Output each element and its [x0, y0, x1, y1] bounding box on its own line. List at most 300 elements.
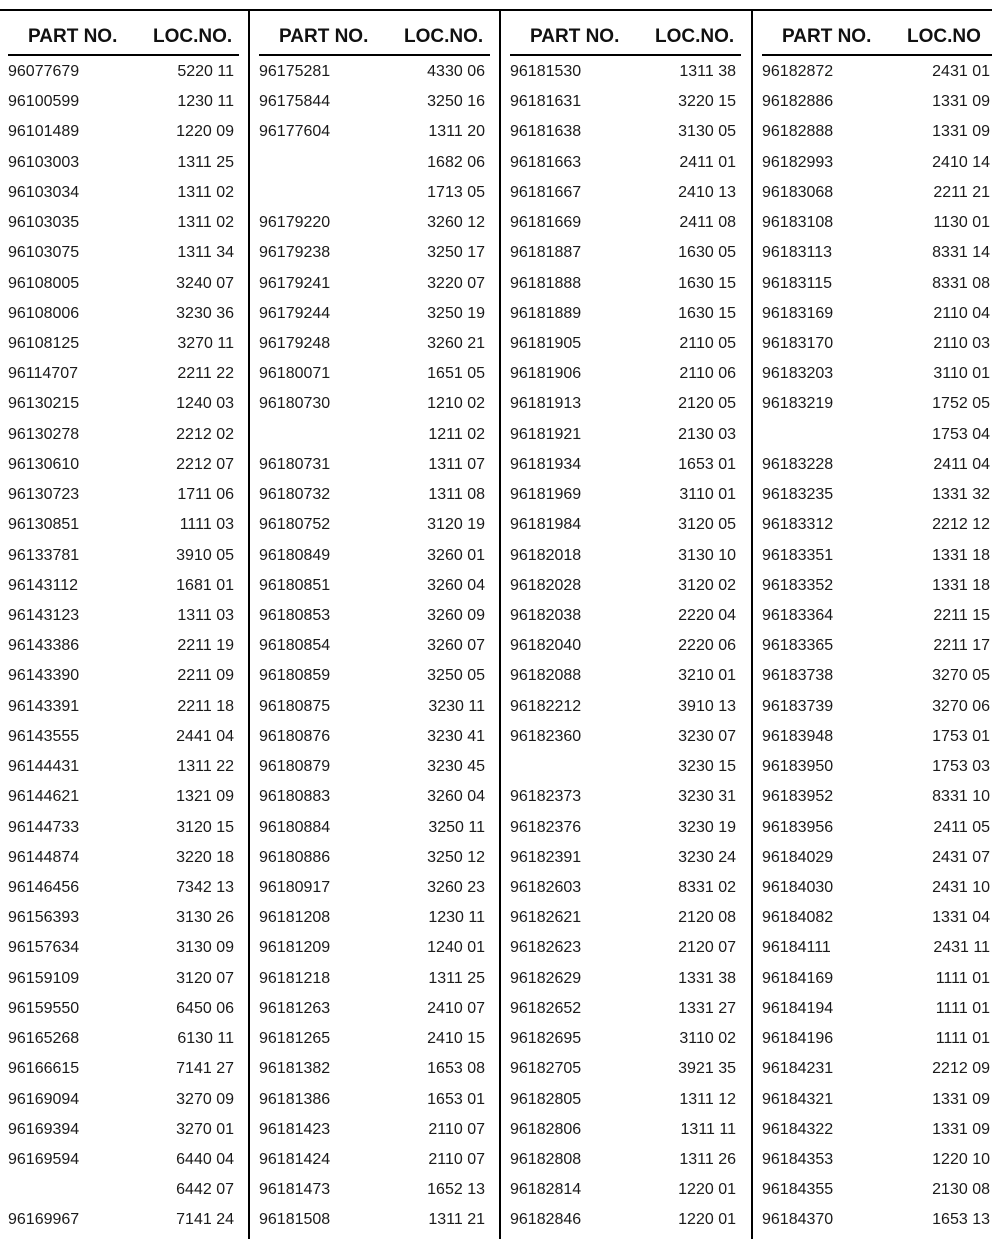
location-number-cell: 1331 38 — [678, 969, 736, 987]
part-number-cell: 96108125 — [8, 335, 80, 352]
part-number-cell: 96130851 — [8, 516, 80, 534]
part-number-cell: 96181906 — [510, 365, 582, 383]
part-number-cell: 96182806 — [510, 1120, 582, 1138]
location-number-cell: 2411 08 — [679, 214, 736, 232]
location-number-cell: 2120 05 — [678, 395, 736, 413]
location-number-cell: 1311 26 — [679, 1150, 736, 1168]
part-number-cell: 96180752 — [259, 516, 331, 534]
location-number-cell: 1311 20 — [428, 123, 485, 141]
part-number-cell: 96184169 — [762, 969, 834, 987]
location-number-cell: 2110 04 — [933, 304, 990, 322]
part-number-cell: 96182805 — [510, 1090, 582, 1108]
location-number-cell: 3230 11 — [428, 697, 485, 715]
location-number-cell: 3260 23 — [427, 878, 485, 896]
part-number-cell: 96181208 — [259, 909, 331, 927]
part-number-cell: 96182088 — [510, 667, 582, 685]
part-number-cell: 96143555 — [8, 727, 80, 745]
part-number-cell: 96182391 — [510, 848, 582, 866]
location-number-cell: 3250 16 — [427, 93, 485, 111]
part-number-cell: 96180879 — [259, 758, 331, 776]
location-number-cell: 1331 18 — [932, 546, 990, 564]
location-number-cell: 2220 06 — [678, 637, 736, 655]
part-number-cell: 96130610 — [8, 455, 80, 473]
location-number-cell: 8331 02 — [678, 878, 736, 896]
part-number-cell: 96103035 — [8, 214, 80, 232]
location-number-cell: 1682 06 — [427, 153, 485, 171]
part-number-cell: 96181921 — [510, 425, 582, 443]
location-number-cell: 3260 01 — [427, 546, 485, 564]
location-number-cell: 3110 01 — [933, 365, 990, 383]
part-number-cell: 96181934 — [510, 455, 582, 473]
location-number-cell: 3270 06 — [932, 697, 990, 715]
location-number-cell: 3230 24 — [678, 848, 736, 866]
part-number-cell: 96180859 — [259, 667, 331, 685]
part-number-cell: 96180732 — [259, 486, 331, 504]
part-number-cell: 96103003 — [8, 153, 80, 171]
location-number-cell: 2110 06 — [679, 365, 736, 383]
loc-no-header: LOC.NO — [907, 26, 981, 47]
location-number-cell: 2212 07 — [176, 455, 234, 473]
part-number-cell: 96180849 — [259, 546, 331, 564]
part-number-cell: 96175844 — [259, 93, 331, 111]
location-number-cell: 1210 02 — [427, 395, 485, 413]
location-number-cell: 1311 34 — [177, 244, 234, 262]
part-number-cell: 96181382 — [259, 1060, 331, 1078]
location-number-cell: 2411 05 — [933, 818, 990, 836]
part-number-cell: 96133781 — [8, 546, 80, 564]
location-number-cell: 3250 12 — [427, 848, 485, 866]
location-number-cell: 3120 15 — [176, 818, 234, 836]
location-number-cell: 2211 22 — [177, 365, 234, 383]
part-number-cell: 96182993 — [762, 153, 834, 171]
part-number-cell: 96184029 — [762, 848, 834, 866]
location-number-cell: 3250 17 — [427, 244, 485, 262]
part-number-cell: 96180875 — [259, 697, 331, 715]
part-number-cell: 96181969 — [510, 486, 582, 504]
location-number-cell: 3130 10 — [678, 546, 736, 564]
location-number-cell: 1111 01 — [935, 969, 990, 987]
location-number-cell: 3240 07 — [176, 274, 234, 292]
part-number-cell: 96146456 — [8, 878, 80, 896]
part-number-cell: 96183115 — [762, 274, 832, 292]
part-number-cell: 96183235 — [762, 486, 834, 504]
part-number-cell: 96183956 — [762, 818, 834, 836]
location-number-cell: 3250 19 — [427, 304, 485, 322]
part-number-cell: 96182814 — [510, 1181, 582, 1199]
location-number-cell: 3260 21 — [427, 335, 485, 352]
part-no-header: PART NO. — [28, 26, 118, 47]
location-number-cell: 2431 01 — [932, 63, 990, 80]
location-number-cell: 3270 01 — [176, 1120, 234, 1138]
part-number-cell: 96183219 — [762, 395, 834, 413]
location-number-cell: 3220 18 — [176, 848, 234, 866]
part-number-cell: 96183068 — [762, 183, 834, 201]
part-number-cell: 96103034 — [8, 183, 80, 201]
part-number-cell: 96181209 — [259, 939, 331, 957]
loc-no-header: LOC.NO. — [404, 26, 484, 47]
location-number-cell: 3230 45 — [427, 758, 485, 776]
location-number-cell: 3110 01 — [679, 486, 736, 504]
part-number-cell: 96183312 — [762, 516, 834, 534]
part-number-cell: 96156393 — [8, 909, 80, 927]
location-number-cell: 6442 07 — [176, 1181, 234, 1199]
part-number-cell: 96180876 — [259, 727, 331, 745]
location-number-cell: 2211 09 — [177, 667, 234, 685]
location-number-cell: 2211 18 — [177, 697, 234, 715]
part-number-cell: 96181887 — [510, 244, 582, 262]
location-number-cell: 3270 09 — [176, 1090, 234, 1108]
location-number-cell: 1331 09 — [932, 123, 990, 141]
location-number-cell: 6130 11 — [177, 1030, 234, 1047]
part-number-cell: 96184321 — [762, 1090, 834, 1108]
part-number-cell: 96182888 — [762, 123, 834, 141]
location-number-cell: 3270 05 — [932, 667, 990, 685]
location-number-cell: 7141 27 — [176, 1060, 234, 1078]
part-number-cell: 96181889 — [510, 304, 582, 322]
part-number-cell: 96182040 — [510, 637, 582, 655]
part-number-cell: 96181424 — [259, 1150, 331, 1168]
part-number-cell: 96180884 — [259, 818, 331, 836]
location-number-cell: 1311 08 — [428, 486, 485, 504]
location-number-cell: 2212 09 — [932, 1060, 990, 1078]
part-number-cell: 96181218 — [259, 969, 331, 987]
header-underline — [510, 54, 741, 56]
location-number-cell: 3230 19 — [678, 818, 736, 836]
part-number-cell: 96180917 — [259, 878, 331, 896]
part-number-cell: 96183364 — [762, 607, 834, 624]
part-no-header: PART NO. — [530, 26, 620, 47]
part-number-cell: 96184194 — [762, 999, 834, 1017]
location-number-cell: 1630 15 — [678, 274, 736, 292]
location-number-cell: 2431 10 — [932, 878, 990, 896]
part-number-cell: 96182808 — [510, 1150, 582, 1168]
location-number-cell: 1311 11 — [680, 1120, 736, 1138]
part-number-cell: 96182373 — [510, 788, 582, 806]
part-number-cell: 96183365 — [762, 637, 834, 655]
part-number-cell: 96179244 — [259, 304, 331, 322]
location-number-cell: 3260 04 — [427, 576, 485, 594]
location-number-cell: 1753 01 — [932, 727, 990, 745]
location-number-cell: 3210 01 — [678, 667, 736, 685]
location-number-cell: 2411 01 — [679, 153, 736, 171]
part-number-cell: 96182886 — [762, 93, 834, 111]
location-number-cell: 1311 25 — [428, 969, 485, 987]
location-number-cell: 2130 03 — [678, 425, 736, 443]
part-number-cell: 96181663 — [510, 153, 582, 171]
location-number-cell: 1652 13 — [427, 1181, 485, 1199]
part-number-cell: 96181905 — [510, 335, 582, 352]
location-number-cell: 1220 09 — [176, 123, 234, 141]
location-number-cell: 1331 27 — [678, 999, 736, 1017]
location-number-cell: 3120 07 — [176, 969, 234, 987]
column-separator — [499, 9, 501, 1239]
location-number-cell: 8331 14 — [932, 244, 990, 262]
location-number-cell: 3230 15 — [678, 758, 736, 776]
location-number-cell: 3910 05 — [176, 546, 234, 564]
location-number-cell: 1651 05 — [427, 365, 485, 383]
location-number-cell: 1331 09 — [932, 1090, 990, 1108]
part-number-cell: 96181631 — [510, 93, 582, 111]
part-number-cell: 96143112 — [8, 576, 78, 594]
location-number-cell: 1211 02 — [428, 425, 485, 443]
location-number-cell: 2411 04 — [933, 455, 990, 473]
part-number-cell: 96179248 — [259, 335, 331, 352]
location-number-cell: 6450 06 — [176, 999, 234, 1017]
location-number-cell: 1630 05 — [678, 244, 736, 262]
location-number-cell: 1311 22 — [177, 758, 234, 776]
location-number-cell: 3120 19 — [427, 516, 485, 534]
location-number-cell: 1220 10 — [932, 1150, 990, 1168]
part-number-cell: 96181913 — [510, 395, 582, 413]
header-underline — [259, 54, 490, 56]
part-number-cell: 96181984 — [510, 516, 582, 534]
part-number-cell: 96181386 — [259, 1090, 331, 1108]
part-number-cell: 96183352 — [762, 576, 834, 594]
location-number-cell: 1331 04 — [932, 909, 990, 927]
part-number-cell: 96144621 — [8, 788, 80, 806]
part-number-cell: 96182028 — [510, 576, 582, 594]
part-number-cell: 96183108 — [762, 214, 834, 232]
part-number-cell: 96181888 — [510, 274, 582, 292]
location-number-cell: 2110 03 — [933, 335, 990, 352]
part-number-cell: 96182603 — [510, 878, 582, 896]
location-number-cell: 3130 09 — [176, 939, 234, 957]
location-number-cell: 1220 01 — [678, 1211, 736, 1229]
location-number-cell: 3270 11 — [177, 335, 234, 352]
part-no-header: PART NO. — [279, 26, 369, 47]
part-number-cell: 96184111 — [762, 939, 831, 957]
top-rule — [0, 9, 992, 11]
location-number-cell: 2120 07 — [678, 939, 736, 957]
location-number-cell: 2212 02 — [176, 425, 234, 443]
location-number-cell: 2120 08 — [678, 909, 736, 927]
location-number-cell: 3250 11 — [428, 818, 485, 836]
location-number-cell: 1111 01 — [935, 1030, 990, 1047]
part-number-cell: 96182212 — [510, 697, 582, 715]
part-number-cell: 96184231 — [762, 1060, 834, 1078]
part-number-cell: 96144431 — [8, 758, 80, 776]
part-number-cell: 96184370 — [762, 1211, 834, 1229]
location-number-cell: 3230 07 — [678, 727, 736, 745]
location-number-cell: 1711 06 — [177, 486, 234, 504]
part-number-cell: 96183948 — [762, 727, 834, 745]
part-number-cell: 96100599 — [8, 93, 80, 111]
part-number-cell: 96130278 — [8, 425, 80, 443]
location-number-cell: 1331 09 — [932, 93, 990, 111]
part-number-cell: 96177604 — [259, 123, 331, 141]
location-number-cell: 8331 08 — [932, 274, 990, 292]
location-number-cell: 1630 15 — [678, 304, 736, 322]
location-number-cell: 5220 11 — [177, 63, 234, 80]
part-number-cell: 96181423 — [259, 1120, 331, 1138]
part-number-cell: 96182623 — [510, 939, 582, 957]
part-number-cell: 96181263 — [259, 999, 331, 1017]
part-number-cell: 96184353 — [762, 1150, 834, 1168]
location-number-cell: 1230 11 — [428, 909, 485, 927]
part-number-cell: 96182621 — [510, 909, 582, 927]
location-number-cell: 1653 08 — [427, 1060, 485, 1078]
location-number-cell: 1753 04 — [932, 425, 990, 443]
part-number-cell: 96182705 — [510, 1060, 582, 1078]
location-number-cell: 3260 07 — [427, 637, 485, 655]
part-number-cell: 96182018 — [510, 546, 582, 564]
location-number-cell: 1653 01 — [678, 455, 736, 473]
location-number-cell: 7141 24 — [176, 1211, 234, 1229]
location-number-cell: 2211 21 — [933, 183, 990, 201]
part-number-cell: 96143386 — [8, 637, 80, 655]
location-number-cell: 2211 19 — [177, 637, 234, 655]
location-number-cell: 3910 13 — [678, 697, 736, 715]
location-number-cell: 3230 36 — [176, 304, 234, 322]
part-number-cell: 96180883 — [259, 788, 331, 806]
location-number-cell: 1311 07 — [428, 455, 485, 473]
part-number-cell: 96180851 — [259, 576, 331, 594]
location-number-cell: 1311 03 — [177, 607, 234, 624]
location-number-cell: 1321 09 — [176, 788, 234, 806]
location-number-cell: 1753 03 — [932, 758, 990, 776]
part-number-cell: 96144874 — [8, 848, 80, 866]
part-number-cell: 96184030 — [762, 878, 834, 896]
part-number-cell: 96181473 — [259, 1181, 331, 1199]
part-number-cell: 96183351 — [762, 546, 834, 564]
location-number-cell: 1311 12 — [679, 1090, 736, 1108]
part-number-cell: 96169594 — [8, 1150, 80, 1168]
location-number-cell: 3260 12 — [427, 214, 485, 232]
part-number-cell: 96183952 — [762, 788, 834, 806]
part-number-cell: 96180730 — [259, 395, 331, 413]
location-number-cell: 1311 21 — [428, 1211, 485, 1229]
part-number-cell: 96101489 — [8, 123, 80, 141]
part-number-cell: 96180853 — [259, 607, 331, 624]
location-number-cell: 3921 35 — [678, 1060, 736, 1078]
location-number-cell: 1331 32 — [932, 486, 990, 504]
location-number-cell: 1111 03 — [179, 516, 234, 534]
location-number-cell: 3130 05 — [678, 123, 736, 141]
header-underline — [762, 54, 992, 56]
location-number-cell: 2212 12 — [932, 516, 990, 534]
part-number-cell: 96183738 — [762, 667, 834, 685]
part-number-cell: 96130215 — [8, 395, 80, 413]
location-number-cell: 1240 03 — [176, 395, 234, 413]
location-number-cell: 2431 07 — [932, 848, 990, 866]
part-number-cell: 96114707 — [8, 365, 78, 383]
part-number-cell: 96182360 — [510, 727, 582, 745]
location-number-cell: 3260 04 — [427, 788, 485, 806]
part-number-cell: 96183113 — [762, 244, 832, 262]
location-number-cell: 1311 02 — [177, 183, 234, 201]
part-number-cell: 96103075 — [8, 244, 80, 262]
part-number-cell: 96182629 — [510, 969, 582, 987]
part-number-cell: 96143390 — [8, 667, 80, 685]
location-number-cell: 1752 05 — [932, 395, 990, 413]
location-number-cell: 3230 31 — [678, 788, 736, 806]
location-number-cell: 1713 05 — [427, 183, 485, 201]
part-number-cell: 96183169 — [762, 304, 834, 322]
part-number-cell: 96175281 — [259, 63, 331, 80]
part-number-cell: 96166615 — [8, 1060, 80, 1078]
part-number-cell: 96184355 — [762, 1181, 834, 1199]
part-number-cell: 96180854 — [259, 637, 331, 655]
part-number-cell: 96157634 — [8, 939, 80, 957]
part-number-cell: 96144733 — [8, 818, 80, 836]
part-number-cell: 96179238 — [259, 244, 331, 262]
location-number-cell: 2410 13 — [678, 183, 736, 201]
part-number-cell: 96108005 — [8, 274, 80, 292]
part-number-cell: 96180071 — [259, 365, 331, 383]
part-number-cell: 96182872 — [762, 63, 834, 80]
loc-no-header: LOC.NO. — [153, 26, 233, 47]
part-number-cell: 96181508 — [259, 1211, 331, 1229]
part-number-cell: 96181530 — [510, 63, 582, 80]
part-number-cell: 96143391 — [8, 697, 80, 715]
location-number-cell: 2211 17 — [933, 637, 990, 655]
part-number-cell: 96077679 — [8, 63, 80, 80]
location-number-cell: 2220 04 — [678, 607, 736, 624]
location-number-cell: 1111 01 — [935, 999, 990, 1017]
part-number-cell: 96180886 — [259, 848, 331, 866]
location-number-cell: 2441 04 — [176, 727, 234, 745]
part-number-cell: 96183739 — [762, 697, 834, 715]
location-number-cell: 2431 11 — [933, 939, 990, 957]
part-number-cell: 96108006 — [8, 304, 80, 322]
part-number-cell: 96169967 — [8, 1211, 80, 1229]
loc-no-header: LOC.NO. — [655, 26, 735, 47]
location-number-cell: 4330 06 — [427, 63, 485, 80]
location-number-cell: 2110 07 — [428, 1150, 485, 1168]
location-number-cell: 2110 07 — [428, 1120, 485, 1138]
part-no-header: PART NO. — [782, 26, 872, 47]
part-number-cell: 96184082 — [762, 909, 834, 927]
location-number-cell: 1230 11 — [177, 93, 234, 111]
part-number-cell: 96184196 — [762, 1030, 834, 1047]
part-number-cell: 96183950 — [762, 758, 834, 776]
location-number-cell: 8331 10 — [932, 788, 990, 806]
location-number-cell: 2211 15 — [933, 607, 990, 624]
location-number-cell: 3250 05 — [427, 667, 485, 685]
location-number-cell: 1331 18 — [932, 576, 990, 594]
location-number-cell: 2130 08 — [932, 1181, 990, 1199]
location-number-cell: 1331 09 — [932, 1120, 990, 1138]
location-number-cell: 3130 26 — [176, 909, 234, 927]
header-underline — [8, 54, 239, 56]
part-number-cell: 96165268 — [8, 1030, 80, 1047]
location-number-cell: 1130 01 — [933, 214, 990, 232]
part-number-cell: 96182376 — [510, 818, 582, 836]
location-number-cell: 2410 07 — [427, 999, 485, 1017]
location-number-cell: 1311 02 — [177, 214, 234, 232]
location-number-cell: 1240 01 — [427, 939, 485, 957]
location-number-cell: 2410 14 — [932, 153, 990, 171]
column-separator — [248, 9, 250, 1239]
part-number-cell: 96159109 — [8, 969, 80, 987]
part-number-cell: 96181669 — [510, 214, 582, 232]
location-number-cell: 1653 01 — [427, 1090, 485, 1108]
location-number-cell: 3120 05 — [678, 516, 736, 534]
location-number-cell: 7342 13 — [176, 878, 234, 896]
part-number-cell: 96179241 — [259, 274, 331, 292]
part-number-cell: 96181265 — [259, 1030, 331, 1047]
location-number-cell: 1653 13 — [932, 1211, 990, 1229]
part-number-cell: 96169394 — [8, 1120, 80, 1138]
part-number-cell: 96182846 — [510, 1211, 582, 1229]
location-number-cell: 3220 07 — [427, 274, 485, 292]
part-number-cell: 96183203 — [762, 365, 834, 383]
part-number-cell: 96183228 — [762, 455, 834, 473]
location-number-cell: 3260 09 — [427, 607, 485, 624]
part-number-cell: 96159550 — [8, 999, 80, 1017]
part-number-cell: 96181667 — [510, 183, 582, 201]
part-number-cell: 96182695 — [510, 1030, 582, 1047]
